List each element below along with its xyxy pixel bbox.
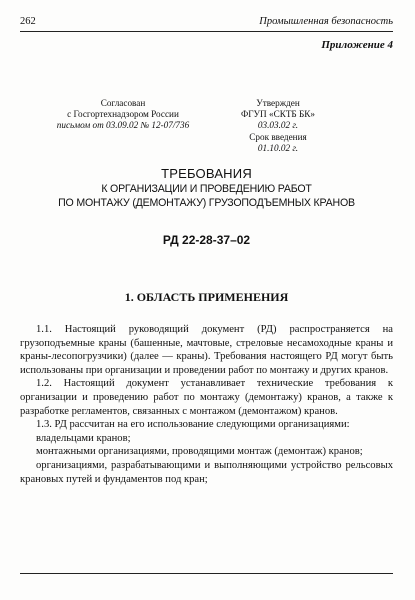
footer-rule bbox=[20, 573, 393, 574]
approved-block bbox=[223, 98, 333, 154]
effective-date: 01.10.02 г. bbox=[257, 142, 299, 153]
paragraph: монтажными организациями, проводящими монтаж (демонтаж) кранов; bbox=[36, 446, 363, 458]
section-heading: 1. ОБЛАСТЬ ПРИМЕНЕНИЯ bbox=[124, 290, 289, 304]
document-title bbox=[20, 166, 393, 210]
paragraph: организациями, разрабатывающими и выполняющими устройство рельсовых крановых путей и фундаментов под кран; bbox=[20, 459, 393, 485]
agreed-line: Согласован bbox=[100, 98, 146, 108]
title-line-3: ПО МОНТАЖУ (ДЕМОНТАЖУ) ГРУЗОПОДЪЕМНЫХ КРАНОВ bbox=[58, 197, 355, 209]
header-rule bbox=[20, 31, 393, 32]
paragraph: 1.3. РД рассчитан на его использование следующими организациями: bbox=[36, 419, 350, 431]
approved-date: 03.03.02 г. bbox=[257, 120, 299, 131]
paragraph: 1.1. Настоящий руководящий документ (РД) распространяется на грузоподъемные краны (башенные, мачтовые, стреловые несамоходные краны и краны-лесопогрузчики) (далее — краны). Требования настоящего РД могут быть использованы при организации и проведении работ по монтажу и других кранов. bbox=[20, 324, 393, 376]
paragraph: 1.2. Настоящий документ устанавливает технические требования к организации и проведению работ по монтажу (демонтажу) кранов, а также к разработке регламентов, связанных с монтажом (демонтажом) кранов. bbox=[20, 378, 393, 417]
running-title: Промышленная безопасность bbox=[259, 16, 393, 27]
title-line-2: К ОРГАНИЗАЦИИ И ПРОВЕДЕНИЮ РАБОТ bbox=[101, 183, 312, 195]
document-id: РД 22-28-37–02 bbox=[162, 233, 251, 247]
approved-line: Утвержден bbox=[256, 98, 300, 108]
appendix-label: Приложение 4 bbox=[321, 39, 393, 51]
page-number: 262 bbox=[20, 16, 36, 27]
body-text bbox=[20, 323, 393, 486]
page-header bbox=[20, 14, 393, 32]
effective-label: Срок введения bbox=[249, 131, 307, 142]
title-line-1: ТРЕБОВАНИЯ bbox=[161, 166, 252, 181]
agreed-line: с Госгортехнадзором России bbox=[67, 109, 179, 120]
agreed-block bbox=[48, 98, 198, 132]
approved-line: ФГУП «СКТБ БК» bbox=[240, 109, 316, 120]
paragraph: владельцами кранов; bbox=[36, 432, 131, 444]
agreed-letter-line: письмом от 03.09.02 № 12-07/736 bbox=[56, 120, 190, 131]
